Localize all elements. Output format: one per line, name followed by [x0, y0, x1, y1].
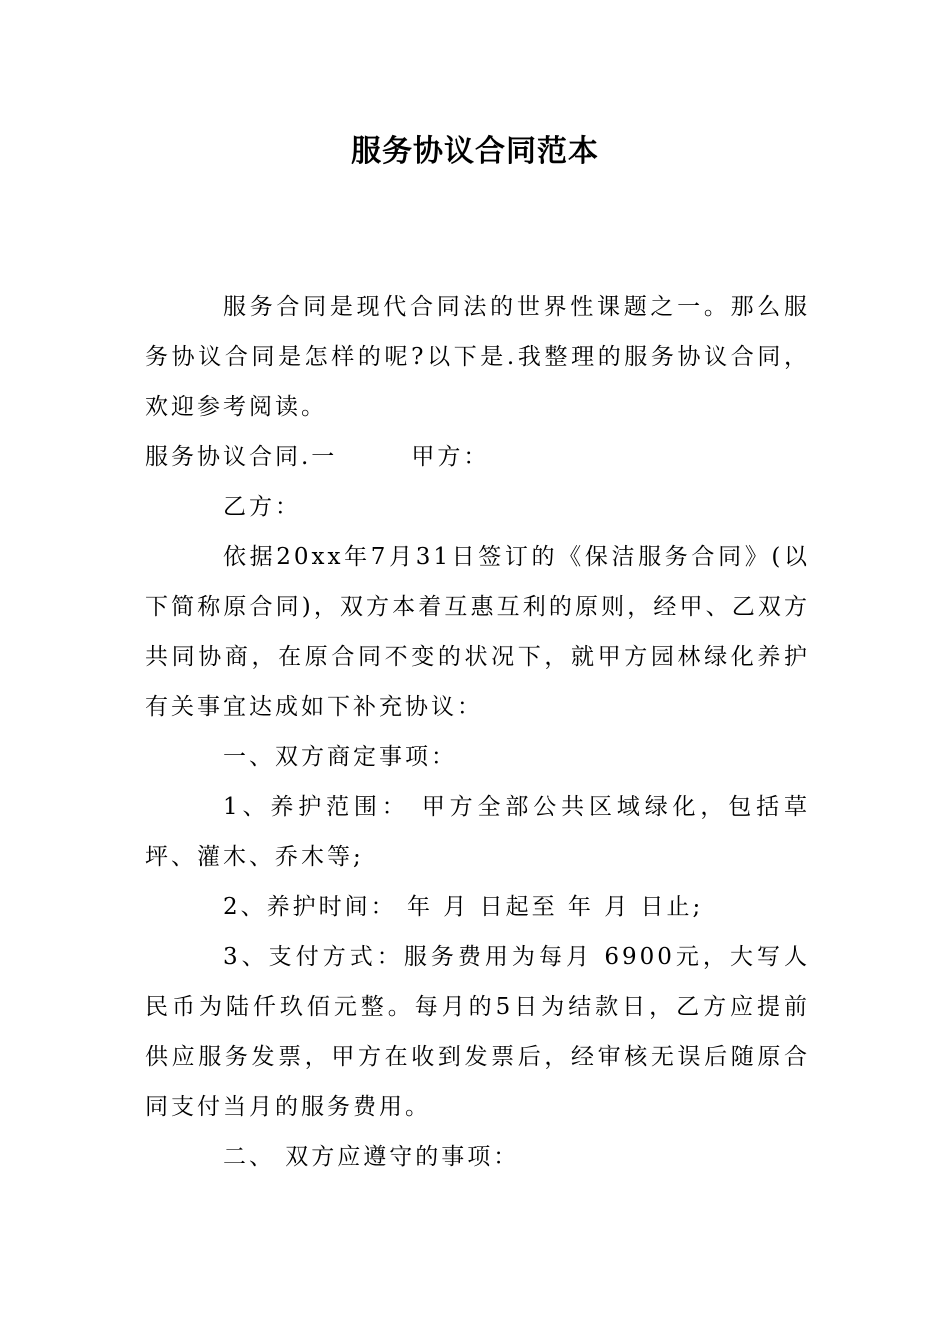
item2-paragraph: 2、养护时间： 年 月 日起至 年 月 日止;	[223, 894, 704, 920]
basis-paragraph: 依据20xx年7月31日签订的《保洁服务合同》(以下简称原合同)，双方本着互惠互利的原则，经甲、乙双方共同协商，在原合同不变的状况下，就甲方园林绿化养护有关事宜达成如下补充协议：	[145, 544, 810, 720]
section1-title: 一、双方商定事项：	[223, 744, 457, 770]
item3-paragraph: 3、支付方式：服务费用为每月 6900元，大写人民币为陆仟玖佰元整。每月的5日为结款日，乙方应提前供应服务发票，甲方在收到发票后，经审核无误后随原合同支付当月的服务费用。	[145, 944, 810, 1120]
party-b-label: 乙方：	[223, 494, 301, 520]
section2-title: 二、 双方应遵守的事项：	[223, 1144, 520, 1170]
contract-heading-line	[145, 432, 810, 482]
document-body	[145, 282, 810, 1182]
item1-paragraph: 1、养护范围： 甲方全部公共区域绿化，包括草坪、灌木、乔木等;	[145, 794, 810, 870]
contract-heading: 服务协议合同.一	[145, 444, 338, 470]
party-a-label: 甲方：	[411, 444, 490, 470]
document-title: 服务协议合同范本	[351, 134, 599, 169]
intro-paragraph: 服务合同是现代合同法的世界性课题之一。那么服务协议合同是怎样的呢?以下是.我整理的服务协议合同，欢迎参考阅读。	[145, 294, 810, 420]
